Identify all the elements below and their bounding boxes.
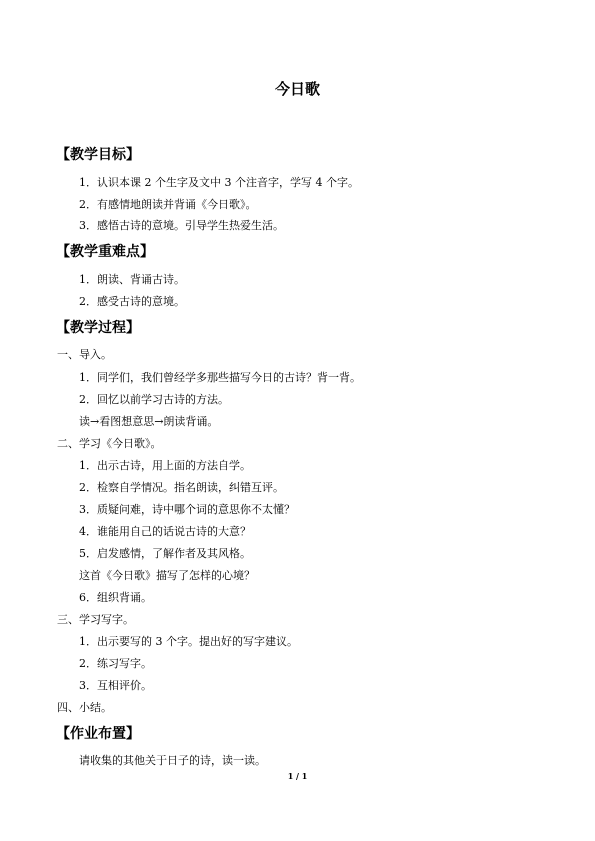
document-title: 今日歌 bbox=[274, 80, 320, 98]
key-point-item-1: 1．朗读、背诵古诗。 bbox=[79, 273, 185, 286]
process-line: 6．组织背诵。 bbox=[79, 591, 152, 604]
key-point-item-2: 2．感受古诗的意境。 bbox=[79, 295, 185, 308]
process-line: 5．启发感情，了解作者及其风格。 bbox=[79, 547, 251, 560]
goal-item-1: 1．认识本课 2 个生字及文中 3 个注音字，学写 4 个字。 bbox=[79, 176, 359, 189]
process-line: 3．质疑问难，诗中哪个词的意思你不太懂？ bbox=[79, 503, 295, 516]
section-heading-goals: 【教学目标】 bbox=[56, 147, 140, 163]
process-line: 4．谁能用自己的话说古诗的大意？ bbox=[79, 525, 251, 538]
section-heading-homework: 【作业布置】 bbox=[56, 726, 140, 742]
section-heading-process: 【教学过程】 bbox=[56, 320, 140, 336]
process-step-4: 四、小结。 bbox=[57, 701, 112, 714]
process-step-3: 三、学习写字。 bbox=[57, 613, 134, 626]
homework-text: 请收集的其他关于日子的诗，读一读。 bbox=[79, 754, 266, 767]
section-heading-key-points: 【教学重难点】 bbox=[56, 244, 154, 260]
goal-item-2: 2．有感情地朗读并背诵《今日歌》。 bbox=[79, 198, 257, 211]
process-line: 1．出示要写的 3 个字。提出好的写字建议。 bbox=[79, 635, 298, 648]
process-line: 1．出示古诗，用上面的方法自学。 bbox=[79, 459, 251, 472]
process-step-2: 二、学习《今日歌》。 bbox=[57, 437, 162, 450]
process-line: 3．互相评价。 bbox=[79, 679, 152, 692]
goal-item-3: 3．感悟古诗的意境。引导学生热爱生活。 bbox=[79, 219, 284, 232]
process-line: 2．回忆以前学习古诗的方法。 bbox=[79, 393, 229, 406]
page-number: 1 / 1 bbox=[287, 771, 308, 781]
process-line: 这首《今日歌》描写了怎样的心境？ bbox=[79, 569, 255, 582]
process-line: 1．同学们，我们曾经学多那些描写今日的古诗？背一背。 bbox=[79, 371, 361, 384]
process-step-1: 一、导入。 bbox=[57, 348, 112, 361]
process-line: 读→看图想意思→朗读背诵。 bbox=[79, 415, 219, 428]
process-line: 2．练习写字。 bbox=[79, 657, 152, 670]
process-line: 2．检察自学情况。指名朗读，纠错互评。 bbox=[79, 481, 284, 494]
